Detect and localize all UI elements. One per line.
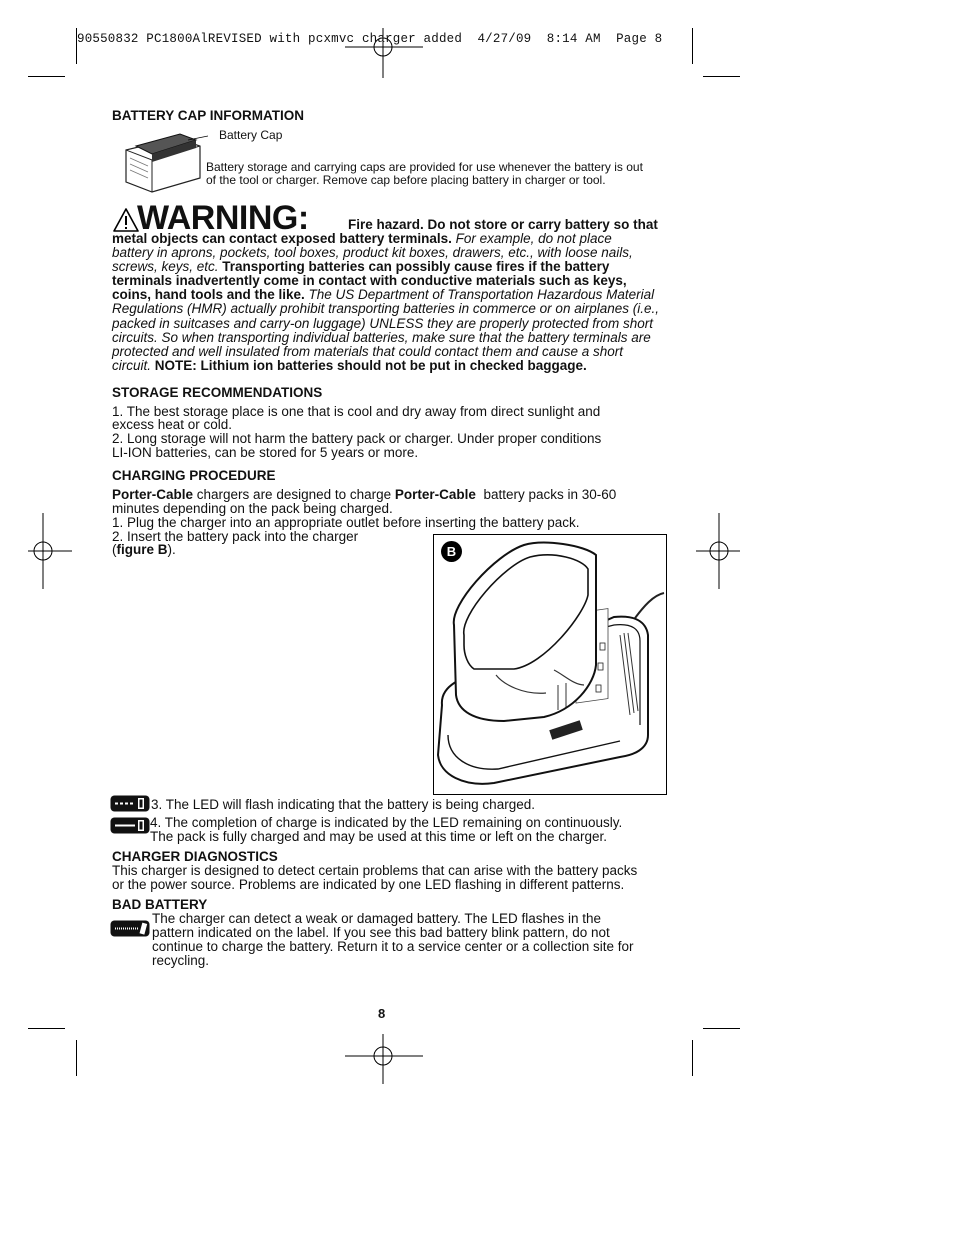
warning-line-1 (112, 232, 682, 246)
warning-italic-text: screws, keys, etc. (112, 259, 219, 275)
figure-b (433, 534, 667, 795)
warning-line-10 (112, 359, 682, 373)
led-solid-icon (110, 817, 150, 834)
battery-in-charger-illustration (434, 535, 666, 794)
storage-heading: STORAGE RECOMMENDATIONS (112, 385, 323, 400)
registration-mark-bottom (345, 1034, 423, 1084)
warning-italic-text: battery in aprons, pockets, tool boxes, product kit boxes, drawers, etc., with loose nails, (112, 245, 633, 261)
battery-cap-text-line2: of the tool or charger. Remove cap before placing battery in charger or tool. (206, 173, 606, 187)
charging-step1: 1. Plug the charger into an appropriate outlet before inserting the battery pack. (112, 515, 580, 530)
warning-body (112, 232, 682, 373)
charging-step4-line2: The pack is fully charged and may be used at this time or left on the charger. (150, 829, 607, 844)
warning-bold-text: NOTE: Lithium ion batteries should not be put in checked baggage. (151, 357, 587, 373)
warning-line-2 (112, 246, 682, 260)
bad-battery-line4: recycling. (152, 953, 210, 968)
charging-step3: 3. The LED will flash indicating that the battery is being charged. (151, 797, 535, 812)
bad-battery-line2: pattern indicated on the label. If you see this bad battery blink pattern, do not (152, 925, 610, 940)
brand-name: Porter-Cable (394, 487, 476, 502)
charging-intro-line2: minutes depending on the pack being charged. (112, 501, 393, 516)
bad-battery-line3: continue to charge the battery. Return it to a service center or a collection site for (152, 939, 634, 954)
battery-cap-heading: BATTERY CAP INFORMATION (112, 108, 304, 123)
storage-line-1: 1. The best storage place is one that is cool and dry away from direct sunlight and (112, 404, 601, 419)
warning-italic-text: circuits. So when transporting individual batteries, make sure that the battery terminals are (112, 329, 651, 345)
warning-line-5 (112, 288, 682, 302)
storage-line-3: 2. Long storage will not harm the battery pack or charger. Under proper conditions (112, 431, 602, 446)
bad-battery-line1: The charger can detect a weak or damaged battery. The LED flashes in the (152, 911, 602, 926)
warning-line-7 (112, 317, 682, 331)
diagnostics-line2: or the power source. Problems are indicated by one LED flashing in different patterns. (112, 877, 625, 892)
battery-cap-illustration (118, 128, 208, 198)
warning-triangle-icon (113, 208, 139, 232)
page-number: 8 (378, 1006, 386, 1021)
led-bad-battery-icon (110, 920, 150, 937)
registration-mark-right (696, 513, 740, 589)
charging-intro-line1: Porter-Cable chargers are designed to charge Porter-Cable battery packs in 30-60 (112, 487, 617, 502)
warning-line-8 (112, 331, 682, 345)
diagnostics-heading: CHARGER DIAGNOSTICS (112, 849, 278, 864)
registration-mark-left (28, 513, 72, 589)
warning-line-9 (112, 345, 682, 359)
charging-step2-line1: 2. Insert the battery pack into the charger (112, 529, 359, 544)
warning-italic-text: Regulations (HMR) actually prohibit transporting batteries in commerce or on airplanes (i.e., (112, 301, 659, 317)
warning-line-6 (112, 302, 682, 316)
warning-italic-text: circuit. (112, 357, 152, 373)
warning-line-0: Fire hazard. Do not store or carry battery so that (348, 217, 658, 232)
battery-cap-text-line1: Battery storage and carrying caps are provided for use whenever the battery is out (206, 160, 643, 174)
charging-step4-line1: 4. The completion of charge is indicated by the LED remaining on continuously. (150, 815, 623, 830)
diagnostics-line1: This charger is designed to detect certain problems that can arise with the battery packs (112, 863, 638, 878)
warning-bold-text: coins, hand tools and the like. (112, 287, 305, 303)
print-slug: 90550832 PC1800AlREVISED with pcxmvc charger added 4/27/09 8:14 AM Page 8 (77, 32, 663, 46)
warning-italic-text: packed in suitcases and carry-on luggage) UNLESS they are properly protected from short (112, 315, 654, 331)
warning-bold-text: terminals inadvertently come in contact with conductive materials such as keys, (112, 273, 627, 289)
warning-line-4 (112, 274, 682, 288)
warning-bold-text: metal objects can contact exposed battery terminals. (112, 231, 452, 246)
charging-step2-line2: (figure B). (112, 542, 176, 557)
storage-line-4: LI-ION batteries, can be stored for 5 years or more. (112, 445, 419, 460)
led-flashing-icon (110, 795, 150, 812)
charging-heading: CHARGING PROCEDURE (112, 468, 276, 483)
warning-word: WARNING: (137, 199, 309, 237)
figure-b-badge: B (441, 541, 462, 562)
warning-italic-text: For example, do not place (451, 231, 612, 246)
bad-battery-heading: BAD BATTERY (112, 897, 208, 912)
warning-line-3 (112, 260, 682, 274)
warning-italic-text: protected and well insulated from materials that could contact them and cause a short (112, 343, 624, 359)
figure-reference: figure B (116, 542, 168, 557)
battery-cap-callout: Battery Cap (219, 128, 283, 142)
storage-line-2: excess heat or cold. (112, 417, 233, 432)
warning-italic-text: The US Department of Transportation Hazardous Material (304, 287, 655, 303)
brand-name: Porter-Cable (112, 487, 194, 502)
warning-bold-text: Transporting batteries can possibly cause fires if the battery (218, 259, 610, 275)
